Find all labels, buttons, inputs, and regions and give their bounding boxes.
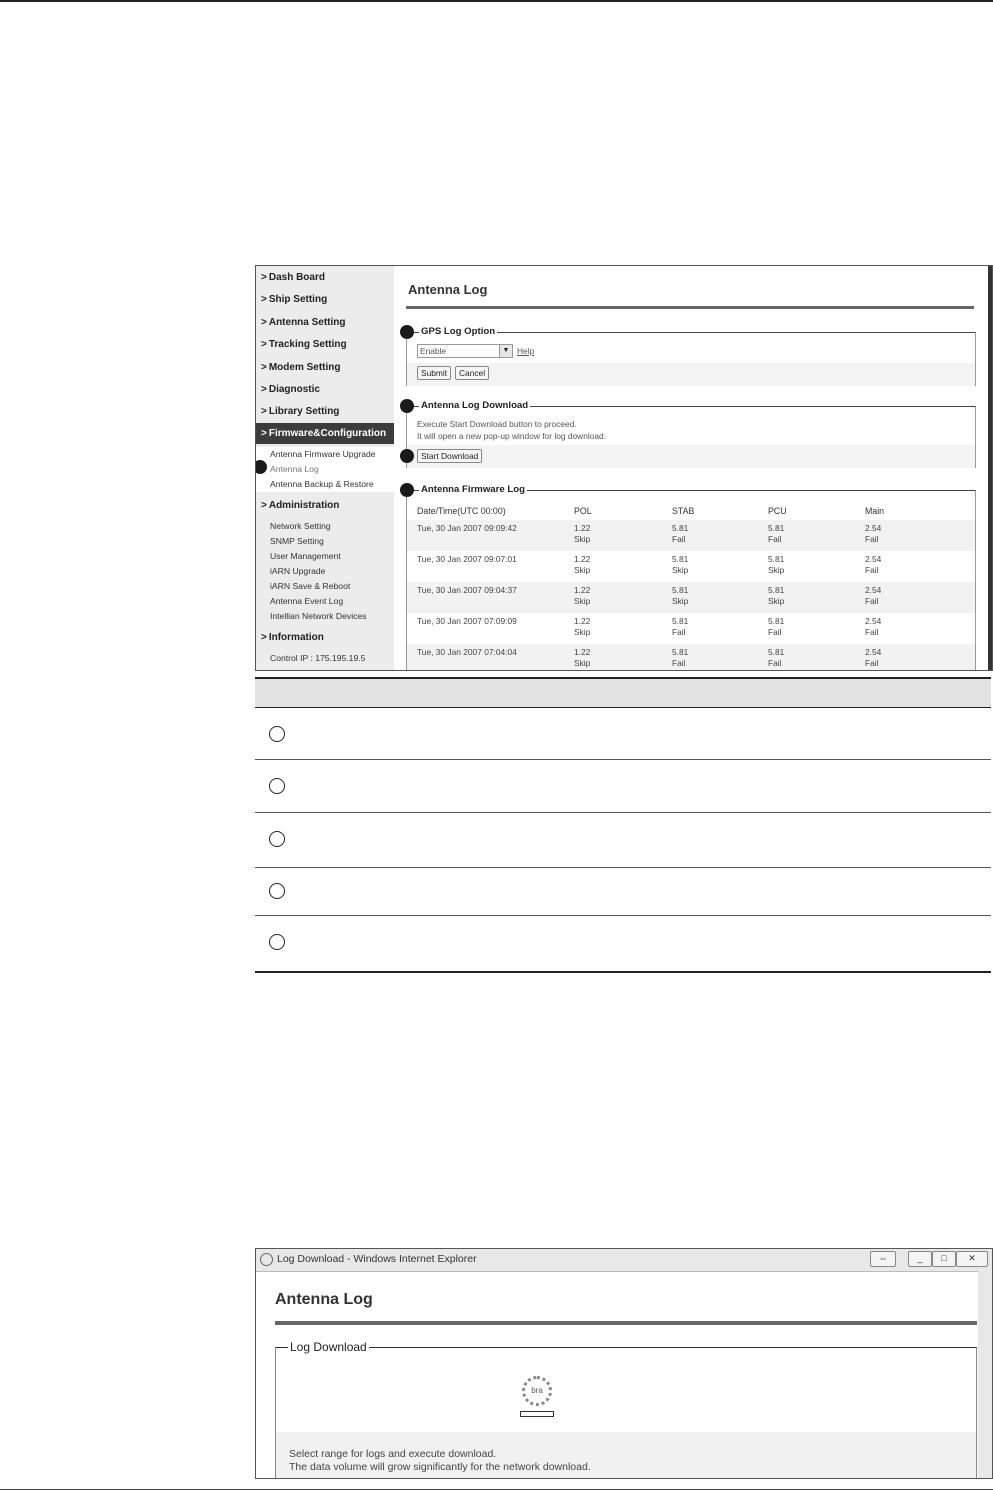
chevron-right-icon: > <box>261 632 267 643</box>
sidebar-sub-iarn-upgrade[interactable]: iARN Upgrade <box>270 566 326 576</box>
log-download-legend: Log Download <box>290 1340 367 1354</box>
number-circle-icon <box>269 778 285 794</box>
chevron-right-icon: > <box>261 428 267 439</box>
window-edge <box>988 266 992 670</box>
antenna-log-screenshot <box>255 265 993 671</box>
cell-pcu: 5.81 Fail <box>768 616 785 637</box>
antenna-log-download-legend: Antenna Log Download <box>421 400 529 411</box>
antenna-firmware-log-section <box>406 484 976 671</box>
number-circle-icon <box>269 831 285 847</box>
sidebar-sub-antenna-event-log[interactable]: Antenna Event Log <box>270 596 344 606</box>
page-top-rule <box>0 0 993 2</box>
cell-pol: 1.22 Skip <box>574 647 591 668</box>
log-table-header <box>407 503 975 519</box>
sidebar <box>256 266 394 670</box>
start-download-button[interactable]: Start Download <box>417 449 482 463</box>
sidebar-sub-antenna-log[interactable]: Antenna Log <box>256 462 394 477</box>
title-rule <box>406 306 974 309</box>
table-header <box>255 677 991 708</box>
sidebar-item-diagnostic[interactable]: > Diagnostic <box>261 384 320 395</box>
chevron-right-icon: > <box>261 317 267 328</box>
dropdown-arrow-icon: ▼ <box>499 345 512 357</box>
sidebar-item-modem-setting[interactable]: > Modem Setting <box>261 362 341 373</box>
header-date: Date/Time(UTC 00:00) <box>417 506 506 516</box>
chevron-right-icon: > <box>261 272 267 283</box>
sidebar-item-administration[interactable]: > Administration <box>261 500 340 511</box>
cell-main: 2.54 Fail <box>865 554 882 575</box>
sidebar-sub-snmp-setting[interactable]: SNMP Setting <box>270 536 324 546</box>
compatibility-view-icon[interactable]: ⇔ <box>870 1251 896 1267</box>
download-instruction-2: It will open a new pop-up window for log download. <box>417 431 607 441</box>
chevron-right-icon: > <box>261 339 267 350</box>
main-content <box>394 266 988 670</box>
cell-date: Tue, 30 Jan 2007 09:09:42 <box>417 523 517 533</box>
header-pol: POL <box>574 506 592 516</box>
table-row <box>407 644 975 671</box>
cell-main: 2.54 Fail <box>865 647 882 668</box>
cell-date: Tue, 30 Jan 2007 09:04:37 <box>417 585 517 595</box>
close-button[interactable]: ✕ <box>956 1251 988 1267</box>
cell-stab: 5.81 Skip <box>672 554 689 575</box>
minimize-button[interactable]: _ <box>908 1251 932 1267</box>
cell-pcu: 5.81 Fail <box>768 523 785 544</box>
number-circle-icon <box>269 934 285 950</box>
sidebar-item-firmware-configuration[interactable]: > Firmware&Configuration <box>256 423 394 444</box>
table-row <box>407 613 975 644</box>
table-row <box>407 582 975 613</box>
popup-instruction-1: Select range for logs and execute download. <box>289 1448 497 1460</box>
table-row <box>407 551 975 582</box>
table-row <box>255 708 991 760</box>
submit-button[interactable]: Submit <box>417 366 451 380</box>
cell-pol: 1.22 Skip <box>574 616 591 637</box>
popup-page-title: Antenna Log <box>275 1291 373 1308</box>
sidebar-sub-antenna-backup-restore[interactable]: Antenna Backup & Restore <box>256 477 394 492</box>
chevron-right-icon: > <box>261 294 267 305</box>
callout-marker <box>400 325 414 339</box>
callout-marker <box>400 483 414 497</box>
sidebar-item-dash-board[interactable]: > Dash Board <box>261 272 325 283</box>
sidebar-sub-antenna-firmware-upgrade[interactable]: Antenna Firmware Upgrade <box>256 447 394 462</box>
cell-main: 2.54 Fail <box>865 523 882 544</box>
gps-log-select[interactable]: Enable ▼ <box>417 344 513 358</box>
page-bottom-rule <box>0 1489 993 1490</box>
table-row <box>255 916 991 973</box>
sidebar-sub-user-management[interactable]: User Management <box>270 551 341 561</box>
window-titlebar <box>256 1249 992 1272</box>
header-pcu: PCU <box>768 506 787 516</box>
page-title: Antenna Log <box>408 282 488 297</box>
cell-pcu: 5.81 Skip <box>768 554 785 575</box>
sidebar-item-tracking-setting[interactable]: > Tracking Setting <box>261 339 347 350</box>
antenna-firmware-log-legend: Antenna Firmware Log <box>421 484 525 495</box>
help-link[interactable]: Help <box>517 346 535 356</box>
gps-log-option-section <box>406 326 976 386</box>
number-circle-icon <box>269 726 285 742</box>
maximize-button[interactable]: □ <box>932 1251 956 1267</box>
cell-date: Tue, 30 Jan 2007 07:09:09 <box>417 616 517 626</box>
gps-log-option-legend: GPS Log Option <box>421 326 496 337</box>
cell-pol: 1.22 Skip <box>574 585 591 606</box>
cell-main: 2.54 Fail <box>865 616 882 637</box>
table-row <box>255 760 991 813</box>
window-title: Log Download - Windows Internet Explorer <box>277 1253 477 1265</box>
sidebar-item-ship-setting[interactable]: > Ship Setting <box>261 294 328 305</box>
log-download-section <box>275 1340 977 1478</box>
cell-stab: 5.81 Fail <box>672 616 689 637</box>
cell-pcu: 5.81 Fail <box>768 647 785 668</box>
cancel-button[interactable]: Cancel <box>455 366 489 380</box>
popup-title-rule <box>275 1321 977 1325</box>
sidebar-item-antenna-setting[interactable]: > Antenna Setting <box>261 317 346 328</box>
sidebar-sub-network-setting[interactable]: Network Setting <box>270 521 331 531</box>
callout-marker <box>400 449 414 463</box>
gps-button-bar <box>407 363 975 386</box>
control-ip-text: Control IP : 175.195.19.5 <box>270 653 366 663</box>
loading-spinner-icon: bra <box>522 1376 552 1406</box>
table-row <box>255 868 991 916</box>
download-button-bar <box>407 445 975 468</box>
number-circle-icon <box>269 883 285 899</box>
cell-pol: 1.22 Skip <box>574 523 591 544</box>
header-main: Main <box>865 506 885 516</box>
cell-stab: 5.81 Fail <box>672 647 689 668</box>
table-row <box>255 813 991 868</box>
cell-pol: 1.22 Skip <box>574 554 591 575</box>
chevron-right-icon: > <box>261 500 267 511</box>
cell-date: Tue, 30 Jan 2007 09:07:01 <box>417 554 517 564</box>
cell-pcu: 5.81 Skip <box>768 585 785 606</box>
window-edge <box>978 1271 992 1478</box>
cell-stab: 5.81 Fail <box>672 523 689 544</box>
sidebar-sub-iarn-save-reboot[interactable]: iARN Save & Reboot <box>270 581 351 591</box>
progress-bar <box>520 1411 554 1417</box>
sidebar-sub-intellian-network-devices[interactable]: Intellian Network Devices <box>270 611 367 621</box>
ie-icon <box>260 1253 273 1266</box>
popup-instruction-2: The data volume will grow significantly for the network download. <box>289 1461 591 1473</box>
chevron-right-icon: > <box>261 384 267 395</box>
sidebar-item-information[interactable]: > Information <box>261 632 324 643</box>
antenna-log-download-section <box>406 400 976 468</box>
table-row <box>407 520 975 551</box>
header-stab: STAB <box>672 506 695 516</box>
chevron-right-icon: > <box>261 406 267 417</box>
sidebar-item-library-setting[interactable]: > Library Setting <box>261 406 340 417</box>
download-instruction-1: Execute Start Download button to proceed. <box>417 419 577 429</box>
cell-main: 2.54 Fail <box>865 585 882 606</box>
popup-info-band <box>276 1432 976 1478</box>
log-download-popup-screenshot <box>255 1248 993 1479</box>
chevron-right-icon: > <box>261 362 267 373</box>
callout-marker <box>400 399 414 413</box>
cell-date: Tue, 30 Jan 2007 07:04:04 <box>417 647 517 657</box>
cell-stab: 5.81 Skip <box>672 585 689 606</box>
